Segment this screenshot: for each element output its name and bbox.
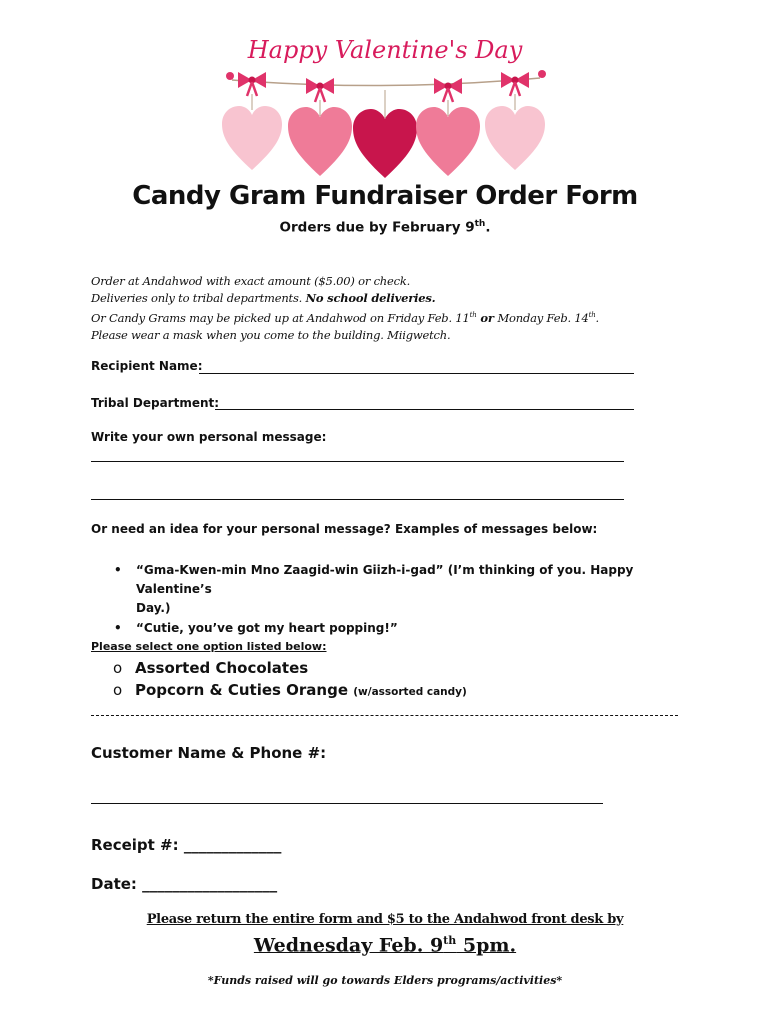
example-messages-list	[91, 561, 691, 639]
option-circle-icon[interactable]: o	[113, 659, 123, 677]
cut-line-divider	[91, 715, 678, 716]
form-title: Candy Gram Fundraiser Order Form	[132, 181, 638, 211]
receipt-blank: _____________	[183, 836, 282, 854]
bow-icon	[501, 72, 529, 96]
return-deadline: Wednesday Feb. 9th 5pm.	[253, 934, 517, 957]
heart-icon	[416, 107, 480, 176]
heart-icon	[288, 107, 352, 176]
select-option-label: Please select one option listed below:	[91, 640, 327, 653]
heart-icon	[222, 106, 282, 170]
instruction-line: Or Candy Grams may be picked up at Andahwod on Friday Feb. 11th or Monday Feb. 14th.	[91, 310, 600, 325]
customer-name-phone-label: Customer Name & Phone #:	[91, 744, 327, 762]
example-message-text: “Cutie, you’ve got my heart popping!”	[136, 621, 398, 635]
option-label: Assorted Chocolates	[135, 659, 309, 677]
date-label: Date:	[91, 875, 143, 893]
funds-footnote: *Funds raised will go towards Elders programs/activities*	[207, 974, 563, 987]
heart-icon	[485, 106, 545, 170]
example-message-text-cont: Day.)	[136, 601, 171, 615]
option-note: (w/assorted candy)	[353, 686, 467, 698]
receipt-label: Receipt #:	[91, 836, 184, 854]
personal-message-line-1[interactable]	[91, 461, 624, 462]
list-item	[91, 561, 691, 618]
orders-due-date	[0, 219, 770, 236]
due-period: .	[485, 219, 491, 236]
personal-message-label: Write your own personal message:	[91, 430, 327, 444]
bow-icon	[306, 78, 334, 102]
tribal-department-line[interactable]	[215, 409, 634, 410]
instruction-line: Please wear a mask when you come to the building. Miigwetch.	[91, 327, 451, 342]
banner-string	[232, 78, 540, 86]
no-school-deliveries-note: No school deliveries.	[305, 291, 436, 305]
option-circle-icon[interactable]: o	[113, 681, 123, 699]
message-ideas-heading: Or need an idea for your personal message? Examples of messages below:	[91, 522, 598, 536]
receipt-number-field[interactable]	[91, 836, 281, 854]
list-item	[91, 619, 691, 638]
bow-icon	[434, 78, 462, 102]
bullet-icon: •	[114, 563, 122, 577]
recipient-name-label: Recipient Name:	[91, 359, 203, 373]
option-label: Popcorn & Cuties Orange	[135, 681, 354, 699]
bow-icon	[238, 72, 266, 96]
valentine-banner-graphic	[190, 20, 580, 185]
due-text: Orders due by February 9	[279, 219, 475, 236]
banner-script-text: Happy Valentine's Day	[247, 36, 523, 64]
example-message-text: “Gma-Kwen-min Mno Zaagid-win Giizh-i-gad” (I’m thinking of you. Happy Valentine’s	[136, 563, 634, 596]
candy-options	[113, 657, 467, 703]
date-field[interactable]	[91, 875, 277, 893]
string-end-bead-left	[226, 72, 234, 80]
customer-name-phone-line[interactable]	[91, 803, 603, 804]
instruction-line: Deliveries only to tribal departments. No school deliveries.	[91, 291, 436, 305]
instruction-line: Order at Andahwod with exact amount ($5.00) or check.	[91, 274, 411, 288]
tribal-department-label: Tribal Department:	[91, 396, 220, 410]
bullet-icon: •	[114, 621, 122, 635]
due-sup: th	[474, 219, 486, 229]
heart-icon	[353, 109, 417, 178]
string-end-bead-right	[538, 70, 546, 78]
option-assorted-chocolates[interactable]	[113, 657, 467, 679]
return-instructions: Please return the entire form and $5 to the Andahwod front desk by	[146, 912, 624, 927]
personal-message-line-2[interactable]	[91, 499, 624, 500]
option-popcorn-cuties[interactable]	[113, 679, 467, 703]
date-blank: __________________	[142, 875, 278, 893]
instructions-block	[91, 273, 691, 344]
recipient-name-line[interactable]	[199, 373, 634, 374]
